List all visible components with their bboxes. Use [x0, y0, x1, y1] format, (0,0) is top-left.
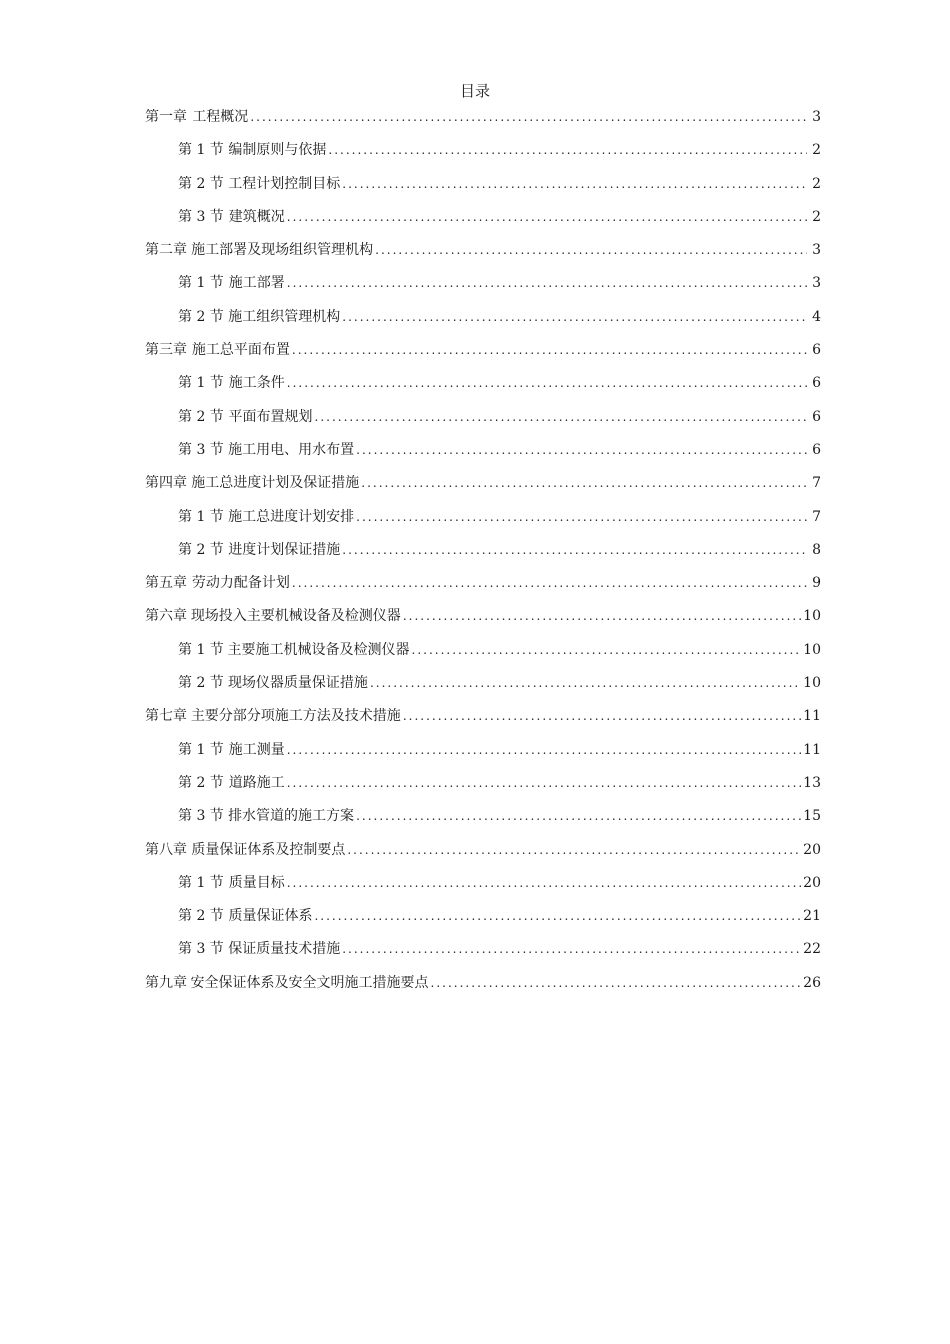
toc-entry-title: 质量保证体系及控制要点	[191, 841, 346, 858]
toc-entry-number: 第 2 节	[178, 175, 224, 192]
toc-dot-leader	[342, 938, 801, 960]
toc-entry-page-number: 22	[803, 941, 821, 958]
toc-section-entry[interactable]	[145, 672, 821, 705]
toc-entry-page-number: 8	[812, 541, 821, 558]
toc-chapter-entry[interactable]	[145, 472, 821, 505]
toc-dot-leader	[403, 705, 801, 727]
toc-entry-title: 现场投入主要机械设备及检测仪器	[190, 608, 401, 625]
toc-entry-page-number: 10	[803, 641, 821, 658]
toc-entry-title: 工程概况	[192, 109, 249, 125]
toc-entry-number: 第 3 节	[178, 208, 224, 225]
toc-dot-leader	[287, 739, 801, 761]
toc-dot-leader	[356, 439, 807, 461]
toc-entry-title: 平面布置规划	[228, 408, 313, 425]
toc-dot-leader	[412, 639, 802, 661]
toc-entry-title: 施工测量	[228, 741, 285, 758]
toc-dot-leader	[292, 572, 807, 594]
toc-section-entry[interactable]	[145, 872, 821, 905]
toc-entry-page-number: 6	[812, 441, 821, 458]
toc-entry-page-number: 2	[812, 142, 821, 159]
toc-entry-number: 第五章	[145, 575, 187, 592]
toc-section-entry[interactable]	[145, 439, 821, 472]
toc-entry-title: 进度计划保证措施	[228, 541, 341, 558]
toc-entry-number: 第 2 节	[178, 308, 224, 325]
toc-chapter-entry[interactable]	[145, 106, 821, 139]
toc-dot-leader	[342, 306, 807, 328]
toc-chapter-entry[interactable]	[145, 972, 821, 1005]
toc-dot-leader	[292, 339, 807, 361]
toc-entry-page-number: 11	[803, 741, 821, 758]
toc-entry-title: 保证质量技术措施	[228, 941, 341, 958]
toc-entry-title: 主要施工机械设备及检测仪器	[227, 641, 410, 658]
toc-entry-title: 现场仪器质量保证措施	[227, 675, 368, 692]
toc-section-entry[interactable]	[145, 173, 821, 206]
toc-entry-number: 第 2 节	[178, 774, 224, 791]
toc-entry-page-number: 13	[803, 774, 821, 791]
toc-entry-page-number: 7	[812, 475, 821, 492]
toc-entry-title: 质量目标	[228, 874, 285, 891]
toc-entry-page-number: 3	[812, 275, 821, 292]
toc-chapter-entry[interactable]	[145, 239, 821, 272]
toc-entry-number: 第四章	[145, 475, 187, 492]
toc-dot-leader	[328, 139, 807, 161]
toc-entry-page-number: 6	[812, 408, 821, 425]
toc-section-entry[interactable]	[145, 938, 821, 971]
toc-entry-number: 第一章	[145, 109, 187, 125]
toc-entry-title: 施工用电、用水布置	[228, 441, 355, 458]
toc-entry-title: 施工部署	[228, 275, 285, 292]
toc-entry-title: 排水管道的施工方案	[228, 808, 355, 825]
toc-entry-title: 劳动力配备计划	[191, 575, 290, 592]
toc-entry-page-number: 9	[812, 575, 821, 592]
toc-entry-number: 第 1 节	[178, 874, 224, 891]
toc-entry-page-number: 10	[803, 675, 821, 692]
toc-chapter-entry[interactable]	[145, 339, 821, 372]
toc-entry-number: 第 2 节	[178, 908, 224, 925]
toc-entry-number: 第八章	[145, 841, 187, 858]
toc-chapter-entry[interactable]	[145, 605, 821, 638]
toc-entry-title: 施工总平面布置	[191, 342, 290, 359]
toc-section-entry[interactable]	[145, 739, 821, 772]
toc-entry-title: 编制原则与依据	[228, 142, 327, 159]
toc-entry-title: 建筑概况	[228, 208, 285, 225]
toc-entry-page-number: 15	[803, 808, 821, 825]
toc-entry-title: 施工部署及现场组织管理机构	[191, 242, 374, 259]
toc-dot-leader	[315, 406, 807, 428]
toc-dot-leader	[361, 472, 807, 494]
toc-dot-leader	[403, 605, 801, 627]
toc-entry-page-number: 3	[812, 242, 821, 259]
toc-dot-leader	[287, 872, 801, 894]
toc-chapter-entry[interactable]	[145, 839, 821, 872]
toc-entry-page-number: 3	[812, 109, 821, 125]
toc-section-entry[interactable]	[145, 506, 821, 539]
toc-dot-leader	[347, 839, 801, 861]
toc-entry-number: 第三章	[145, 342, 187, 359]
toc-dot-leader	[250, 106, 807, 128]
toc-entry-page-number: 2	[812, 208, 821, 225]
toc-section-entry[interactable]	[145, 272, 821, 305]
toc-entry-page-number: 21	[803, 908, 821, 925]
toc-dot-leader	[370, 672, 801, 694]
toc-dot-leader	[287, 772, 801, 794]
toc-entry-title: 主要分部分项施工方法及技术措施	[190, 708, 401, 725]
toc-dot-leader	[342, 173, 807, 195]
toc-entry-number: 第七章	[145, 708, 187, 725]
toc-entry-number: 第 2 节	[178, 675, 224, 692]
toc-section-entry[interactable]	[145, 306, 821, 339]
toc-entry-title: 质量保证体系	[228, 908, 313, 925]
toc-section-entry[interactable]	[145, 639, 821, 672]
toc-dot-leader	[431, 972, 802, 994]
toc-section-entry[interactable]	[145, 539, 821, 572]
toc-dot-leader	[356, 506, 807, 528]
toc-entry-title: 施工组织管理机构	[228, 308, 341, 325]
toc-entry-number: 第 1 节	[178, 142, 224, 159]
toc-entry-page-number: 10	[803, 608, 821, 625]
toc-entry-page-number: 7	[812, 508, 821, 525]
toc-entry-number: 第 2 节	[178, 541, 224, 558]
toc-entry-number: 第 1 节	[178, 275, 224, 292]
toc-entry-number: 第六章	[145, 608, 187, 625]
toc-section-entry[interactable]	[145, 406, 821, 439]
toc-section-entry[interactable]	[145, 905, 821, 938]
toc-dot-leader	[314, 905, 801, 927]
toc-title: 目录	[459, 82, 490, 100]
toc-entry-title: 工程计划控制目标	[228, 175, 341, 192]
toc-entry-title: 施工总进度计划安排	[228, 508, 355, 525]
toc-entry-number: 第 2 节	[178, 408, 224, 425]
toc-entry-page-number: 11	[803, 708, 821, 725]
toc-section-entry[interactable]	[145, 206, 821, 239]
toc-section-entry[interactable]	[145, 772, 821, 805]
toc-entry-page-number: 6	[812, 342, 821, 359]
toc-chapter-entry[interactable]	[145, 705, 821, 738]
toc-dot-leader	[287, 372, 807, 394]
toc-entry-number: 第 3 节	[178, 441, 224, 458]
toc-entry-number: 第二章	[145, 242, 187, 259]
toc-dot-leader	[375, 239, 807, 261]
toc-chapter-entry[interactable]	[145, 572, 821, 605]
toc-entry-number: 第 3 节	[178, 941, 224, 958]
toc-entry-title: 道路施工	[228, 774, 285, 791]
toc-entry-number: 第 3 节	[178, 808, 224, 825]
toc-entry-title: 施工条件	[228, 375, 285, 392]
toc-section-entry[interactable]	[145, 372, 821, 405]
toc-entry-title: 施工总进度计划及保证措施	[191, 475, 360, 492]
toc-dot-leader	[287, 272, 807, 294]
toc-dot-leader	[287, 206, 807, 228]
toc-dot-leader	[342, 539, 807, 561]
toc-entry-page-number: 6	[812, 375, 821, 392]
table-of-contents	[145, 106, 821, 1005]
toc-entry-page-number: 20	[803, 841, 821, 858]
toc-entry-number: 第 1 节	[178, 641, 224, 658]
toc-entry-page-number: 2	[812, 175, 821, 192]
toc-section-entry[interactable]	[145, 805, 821, 838]
toc-entry-page-number: 20	[803, 874, 821, 891]
toc-entry-title: 安全保证体系及安全文明施工措施要点	[190, 974, 429, 991]
toc-section-entry[interactable]	[145, 139, 821, 172]
toc-entry-number: 第 1 节	[178, 741, 224, 758]
toc-dot-leader	[356, 805, 801, 827]
toc-entry-number: 第 1 节	[178, 375, 224, 392]
toc-entry-page-number: 26	[803, 974, 821, 991]
toc-entry-page-number: 4	[812, 308, 821, 325]
toc-entry-number: 第 1 节	[178, 508, 224, 525]
toc-entry-number: 第九章	[145, 974, 187, 991]
